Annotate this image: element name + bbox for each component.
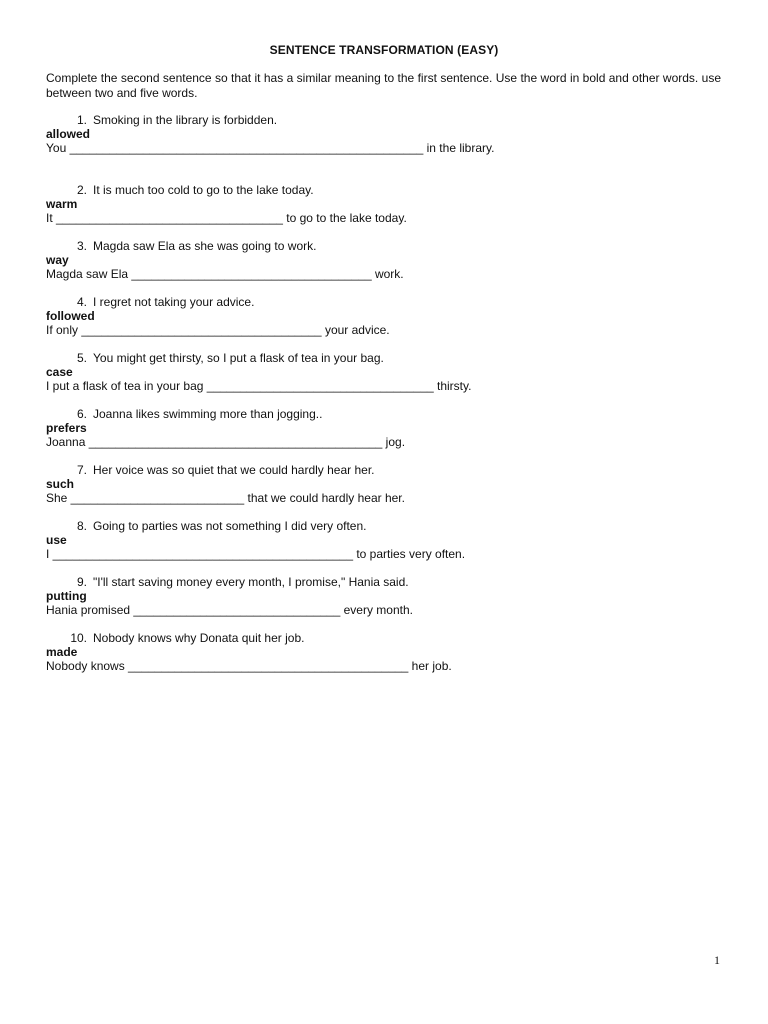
exercise-answer-line: She __________________________ that we could hardly hear her.: [46, 491, 405, 505]
exercise-prompt: "I'll start saving money every month, I promise," Hania said.: [93, 575, 409, 589]
exercise-keyword: warm: [46, 197, 78, 211]
exercise-number: 1.: [76, 113, 87, 127]
exercise-item: [46, 113, 726, 155]
exercise-item: [46, 351, 726, 393]
exercise-number: 10.: [70, 631, 87, 645]
instructions-paragraph: Complete the second sentence so that it has a similar meaning to the first sentence. Use the word in bold and other words. use between two and five words.: [46, 71, 721, 100]
page-number: 1: [714, 953, 720, 967]
exercise-item: [46, 407, 726, 449]
exercise-item: [46, 575, 726, 617]
exercise-answer-line: It __________________________________ to go to the lake today.: [46, 211, 407, 225]
exercise-number: 3.: [76, 239, 87, 253]
exercise-keyword: such: [46, 477, 75, 491]
exercise-prompt: Nobody knows why Donata quit her job.: [93, 631, 305, 645]
exercise-keyword: made: [46, 645, 78, 659]
exercise-number: 4.: [76, 295, 87, 309]
exercise-prompt: You might get thirsty, so I put a flask of tea in your bag.: [93, 351, 384, 365]
exercise-item: [46, 463, 726, 505]
exercise-prompt: It is much too cold to go to the lake today.: [93, 183, 314, 197]
exercise-answer-line: I put a flask of tea in your bag __________________________________ thirsty.: [46, 379, 472, 393]
exercise-keyword: case: [46, 365, 73, 379]
exercise-answer-line: Joanna ____________________________________________ jog.: [46, 435, 406, 449]
exercise-prompt: Magda saw Ela as she was going to work.: [93, 239, 317, 253]
exercise-number: 8.: [76, 519, 87, 533]
exercise-number: 2.: [76, 183, 87, 197]
exercise-keyword: putting: [46, 589, 87, 603]
exercise-number: 9.: [76, 575, 87, 589]
exercise-number: 6.: [76, 407, 87, 421]
exercise-keyword: allowed: [46, 127, 91, 141]
exercise-answer-line: I _____________________________________________ to parties very often.: [46, 547, 466, 561]
exercise-item: [46, 239, 726, 281]
exercise-item: [46, 295, 726, 337]
exercise-keyword: use: [46, 533, 67, 547]
exercise-item: [46, 183, 726, 225]
exercise-prompt: Joanna likes swimming more than jogging..: [93, 407, 323, 421]
exercise-item: [46, 631, 726, 673]
exercise-keyword: followed: [46, 309, 95, 323]
exercise-keyword: way: [46, 253, 69, 267]
exercise-answer-line: You _____________________________________________________ in the library.: [46, 141, 495, 155]
exercise-prompt: Her voice was so quiet that we could hardly hear her.: [93, 463, 375, 477]
exercise-number: 5.: [76, 351, 87, 365]
exercise-prompt: I regret not taking your advice.: [93, 295, 255, 309]
exercise-answer-line: Hania promised _______________________________ every month.: [46, 603, 413, 617]
exercise-number: 7.: [76, 463, 87, 477]
exercise-item: [46, 519, 726, 561]
exercise-keyword: prefers: [46, 421, 87, 435]
exercise-answer-line: Magda saw Ela ____________________________________ work.: [46, 267, 404, 281]
exercise-answer-line: If only ____________________________________ your advice.: [46, 323, 390, 337]
exercise-prompt: Going to parties was not something I did very often.: [93, 519, 367, 533]
exercise-prompt: Smoking in the library is forbidden.: [93, 113, 278, 127]
exercise-answer-line: Nobody knows __________________________________________ her job.: [46, 659, 452, 673]
worksheet-title: SENTENCE TRANSFORMATION (EASY): [269, 43, 499, 57]
